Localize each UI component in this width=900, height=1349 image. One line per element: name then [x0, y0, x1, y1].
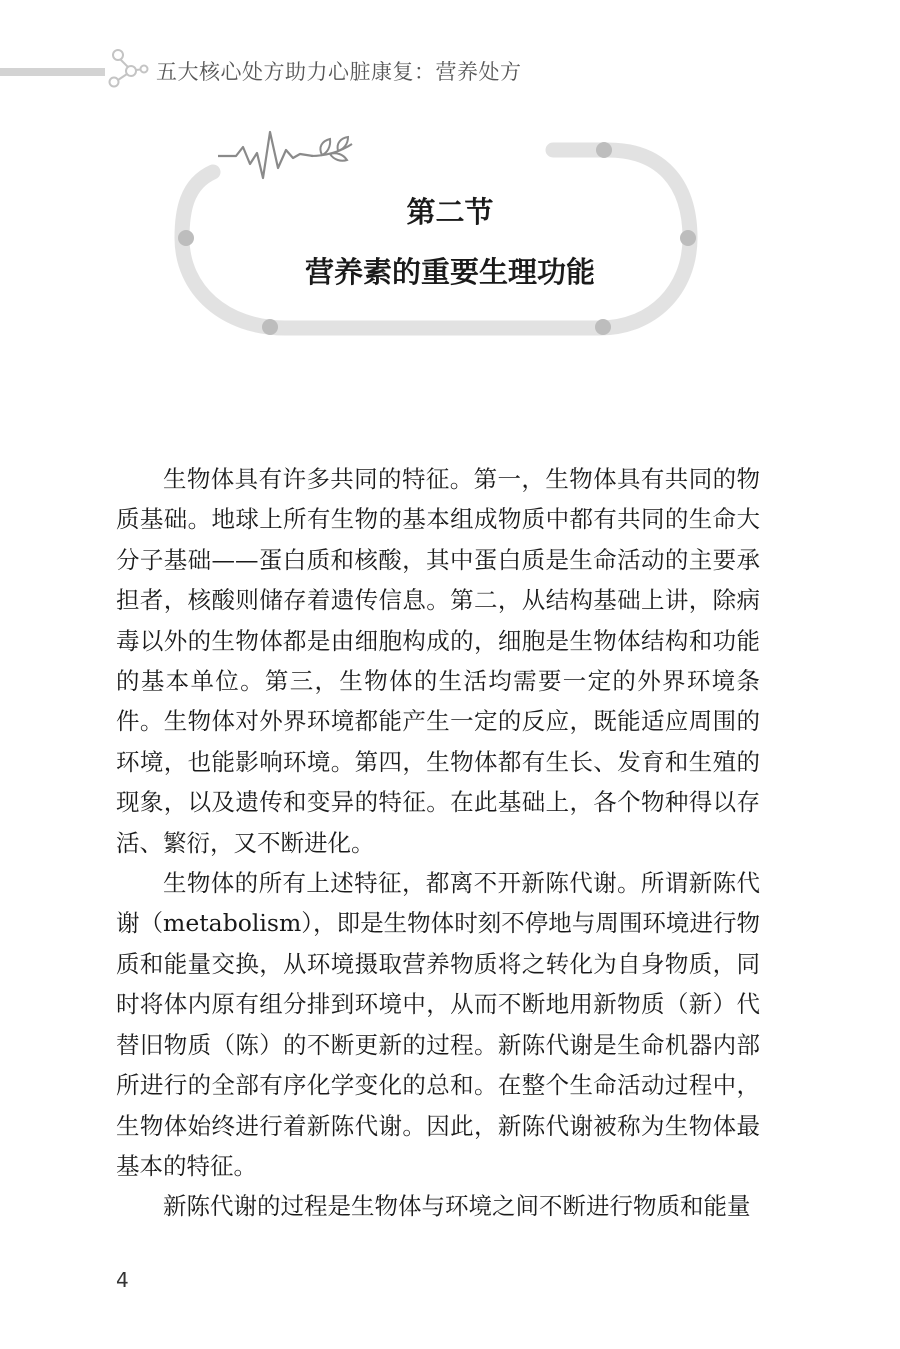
paragraph-1: 生物体具有许多共同的特征。第一，生物体具有共同的物质基础。地球上所有生物的基本组成物质中都有共同的生命大分子基础——蛋白质和核酸，其中蛋白质是生命活动的主要承担者，核酸则储存着遗传信息。第二，从结构基础上讲，除病毒以外的生物体都是由细胞构成的，细胞是生物体结构和功能的基本单位。第三，生物体的生活均需要一定的外界环境条件。生物体对外界环境都能产生一定的反应，既能适应周围的环境，也能影响环境。第四，生物体都有生长、发育和生殖的现象，以及遗传和变异的特征。在此基础上，各个物种得以存活、繁衍，又不断进化。 [116, 465, 760, 857]
page-number: 4 [116, 1268, 129, 1292]
section-label: 第二节 [406, 195, 494, 229]
paragraph-2: 生物体的所有上述特征，都离不开新陈代谢。所谓新陈代谢（metabolism），即是生物体时刻不停地与周围环境进行物质和能量交换，从环境摄取营养物质将之转化为自身物质，同时将体内原有组分排到环境中，从而不断地用新物质（新）代替旧物质（陈）的不断更新的过程。新陈代谢是生命机器内部所进行的全部有序化学变化的总和。在整个生命活动过程中，生物体始终进行着新陈代谢。因此，新陈代谢被称为生物体最基本的特征。 [116, 869, 760, 1180]
body-text [116, 459, 760, 1227]
heartbeat-icon [218, 132, 313, 178]
title-frame-ornament [0, 120, 900, 350]
paragraph-3: 新陈代谢的过程是生物体与环境之间不断进行物质和能量 [163, 1192, 751, 1221]
section-title: 营养素的重要生理功能 [304, 255, 595, 289]
molecule-icon [100, 44, 152, 94]
header-decor-bar [0, 68, 105, 76]
running-header-title: 五大核心处方助力心脏康复：营养处方 [156, 60, 522, 84]
leaf-sprig-icon [311, 137, 352, 161]
